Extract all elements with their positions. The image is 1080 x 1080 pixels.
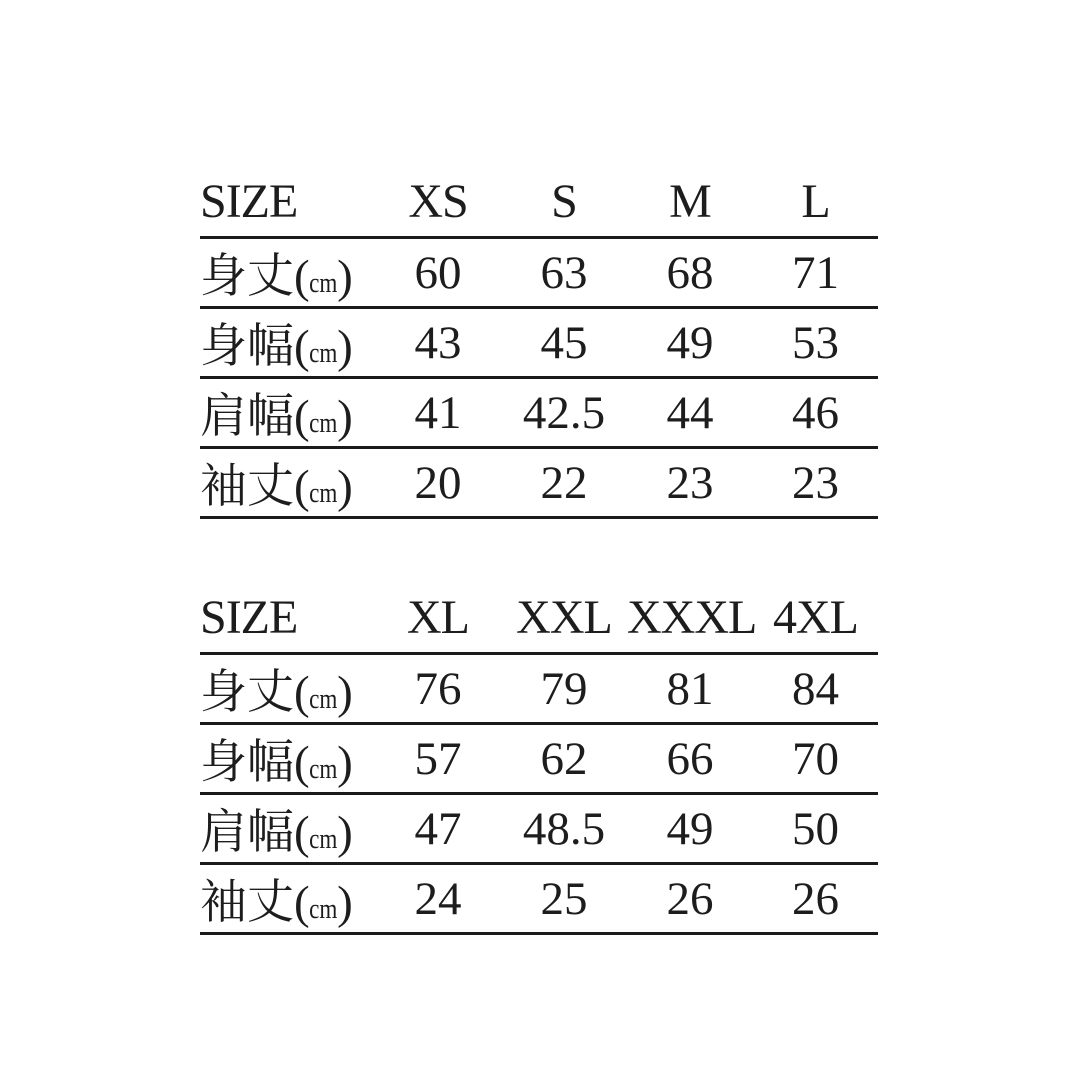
cell-value: 81 (627, 654, 753, 724)
column-header-xxxl: XXXL (627, 586, 753, 654)
unit-cm: (cm) (294, 321, 352, 373)
measure-name: 肩幅 (200, 807, 294, 859)
cell-value: 79 (501, 654, 627, 724)
table-row-sleeve-length (200, 448, 878, 518)
measure-name: 袖丈 (200, 877, 294, 929)
measure-name: 身丈 (200, 251, 294, 303)
table-row-sleeve-length (200, 864, 878, 934)
cell-value: 23 (753, 448, 878, 518)
cell-value: 43 (375, 308, 501, 378)
row-label-body-width (200, 308, 375, 378)
cell-value: 25 (501, 864, 627, 934)
cell-value: 45 (501, 308, 627, 378)
table-row-body-length (200, 654, 878, 724)
cell-value: 50 (753, 794, 878, 864)
cell-value: 76 (375, 654, 501, 724)
cell-value: 49 (627, 308, 753, 378)
cell-value: 48.5 (501, 794, 627, 864)
row-label-sleeve-length (200, 864, 375, 934)
unit-cm: (cm) (294, 877, 352, 929)
cell-value: 44 (627, 378, 753, 448)
row-label-shoulder-width (200, 378, 375, 448)
table-row-shoulder-width (200, 794, 878, 864)
row-label-shoulder-width (200, 794, 375, 864)
row-label-sleeve-length (200, 448, 375, 518)
cell-value: 26 (753, 864, 878, 934)
cell-value: 62 (501, 724, 627, 794)
cell-value: 42.5 (501, 378, 627, 448)
cell-value: 57 (375, 724, 501, 794)
measure-name: 身幅 (200, 737, 294, 789)
cell-value: 47 (375, 794, 501, 864)
table-row-body-length (200, 238, 878, 308)
table-row-shoulder-width (200, 378, 878, 448)
cell-value: 53 (753, 308, 878, 378)
cell-value: 60 (375, 238, 501, 308)
size-table-xs-l (200, 170, 878, 519)
measure-name: 身丈 (200, 667, 294, 719)
cell-value: 68 (627, 238, 753, 308)
cell-value: 22 (501, 448, 627, 518)
row-label-body-length (200, 654, 375, 724)
size-chart (200, 170, 878, 935)
size-header-label: SIZE (200, 586, 375, 654)
measure-name: 肩幅 (200, 391, 294, 443)
row-label-body-width (200, 724, 375, 794)
cell-value: 66 (627, 724, 753, 794)
cell-value: 41 (375, 378, 501, 448)
table-row-body-width (200, 308, 878, 378)
cell-value: 24 (375, 864, 501, 934)
cell-value: 23 (627, 448, 753, 518)
cell-value: 20 (375, 448, 501, 518)
cell-value: 70 (753, 724, 878, 794)
cell-value: 46 (753, 378, 878, 448)
column-header-l: L (753, 170, 878, 238)
header-row (200, 170, 878, 238)
unit-cm: (cm) (294, 461, 352, 513)
cell-value: 84 (753, 654, 878, 724)
column-header-4xl: 4XL (753, 586, 878, 654)
unit-cm: (cm) (294, 667, 352, 719)
column-header-xs: XS (375, 170, 501, 238)
column-header-s: S (501, 170, 627, 238)
unit-cm: (cm) (294, 807, 352, 859)
cell-value: 71 (753, 238, 878, 308)
unit-cm: (cm) (294, 251, 352, 303)
unit-cm: (cm) (294, 737, 352, 789)
measure-name: 身幅 (200, 321, 294, 373)
header-row (200, 586, 878, 654)
column-header-m: M (627, 170, 753, 238)
cell-value: 63 (501, 238, 627, 308)
measure-name: 袖丈 (200, 461, 294, 513)
size-table-xl-4xl (200, 586, 878, 935)
size-header-label: SIZE (200, 170, 375, 238)
cell-value: 49 (627, 794, 753, 864)
unit-cm: (cm) (294, 391, 352, 443)
cell-value: 26 (627, 864, 753, 934)
row-label-body-length (200, 238, 375, 308)
column-header-xxl: XXL (501, 586, 627, 654)
table-row-body-width (200, 724, 878, 794)
column-header-xl: XL (375, 586, 501, 654)
